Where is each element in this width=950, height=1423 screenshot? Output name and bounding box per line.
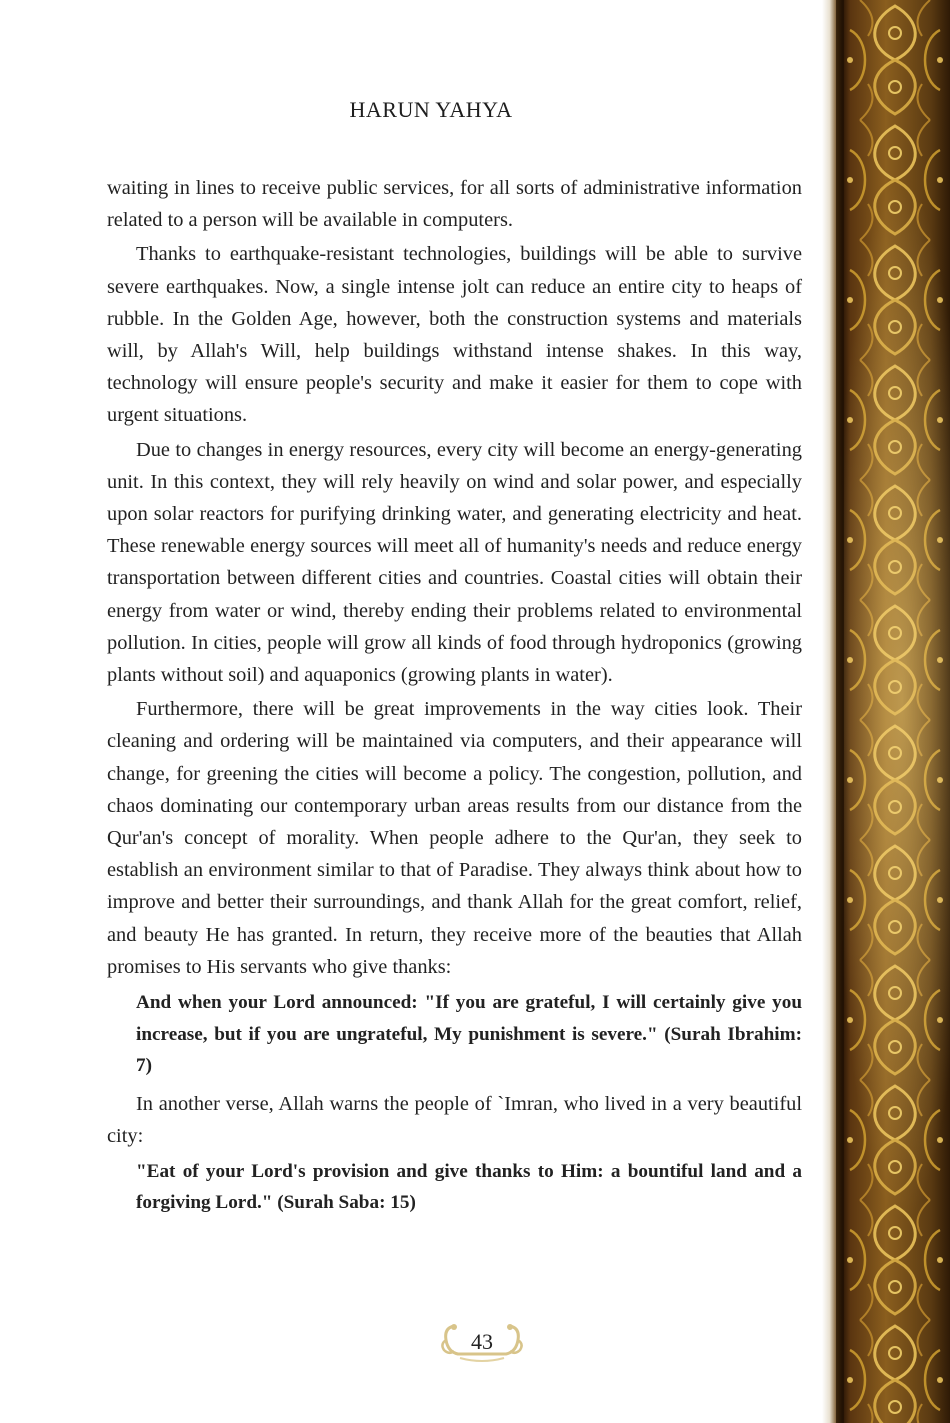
arabesque-pattern-icon	[822, 0, 950, 1423]
quran-quote-saba: "Eat of your Lord's provision and give thanks to Him: a bountiful land and a forgiving Lord." (Surah Saba: 15)	[136, 1160, 802, 1214]
paragraph-2: Thanks to earthquake-resistant technologies, buildings will be able to survive severe earthquakes. Now, a single intense jolt can reduce an entire city to heaps of rubble. In the Golden Age, however, both the construction systems and materials will, by Allah's Will, help buildings withstand intense shakes. In this way, technology will ensure people's security and make it easier for them to cope with urgent situations.	[107, 243, 802, 427]
page-number-ornament	[440, 1318, 524, 1366]
ornamental-border	[822, 0, 950, 1423]
paragraph-4: Furthermore, there will be great improvements in the way cities look. Their cleaning and ordering will be maintained via computers, and their appearance will change, for greening the cities will become a policy. The congestion, pollution, and chaos dominating our contemporary urban areas results from our distance from the Qur'an's concept of morality. When people adhere to the Qur'an, they seek to establish an environment similar to that of Paradise. They always think about how to improve and better their surroundings, and thank Allah for the great comfort, relief, and beauty He has granted. In return, they receive more of the beauties that Allah promises to His servants who give thanks:	[107, 698, 802, 978]
running-header: HARUN YAHYA	[349, 97, 513, 122]
paragraph-3: Due to changes in energy resources, every city will become an energy-generating unit. In this context, they will rely heavily on wind and solar power, and especially upon solar reactors for purifying drinking water, and generating electricity and heat. These renewable energy sources will meet all of humanity's needs and reduce energy transportation between different cities and countries. Coastal cities will obtain their energy from water or wind, thereby ending their problems related to environmental pollution. In cities, people will grow all kinds of food through hydroponics (growing plants without soil) and aquaponics (growing plants in water).	[107, 438, 802, 687]
body-text	[107, 172, 802, 1225]
paragraph-5: In another verse, Allah warns the people of `Imran, who lived in a very beautiful city:	[107, 1092, 802, 1147]
quran-quote-ibrahim: And when your Lord announced: "If you are grateful, I will certainly give you increase, but if you are ungrateful, My punishment is severe." (Surah Ibrahim: 7)	[136, 992, 802, 1077]
page-number: 43	[471, 1329, 493, 1354]
paragraph-1: waiting in lines to receive public services, for all sorts of administrative information related to a person will be available in computers.	[107, 177, 802, 232]
